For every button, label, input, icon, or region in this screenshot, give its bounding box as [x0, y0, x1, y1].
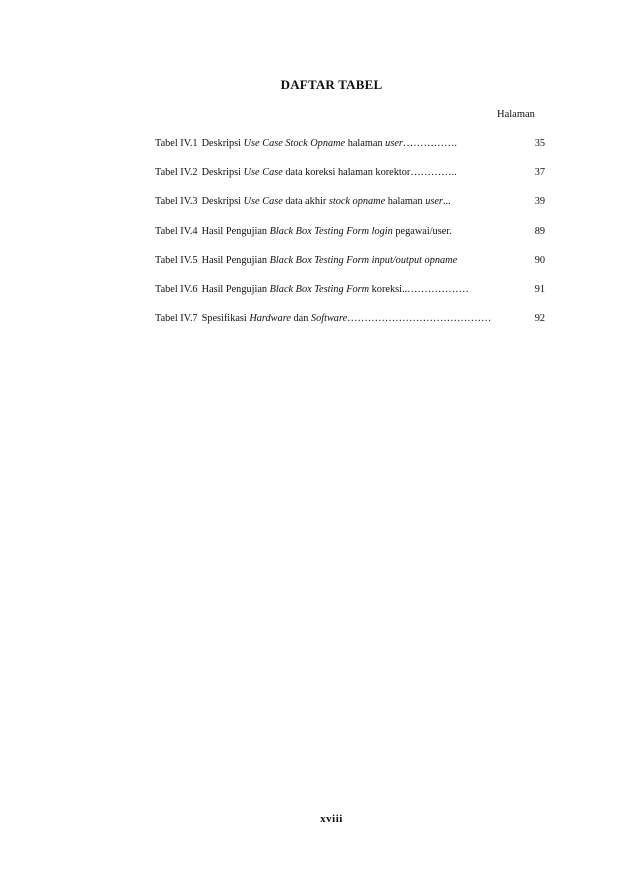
italic-term: user — [385, 138, 403, 149]
entry-text: ... — [442, 196, 451, 208]
entry-text: Hasil Pengujian — [201, 254, 270, 266]
entry-text: koreksi..……………… — [369, 283, 469, 295]
entry-text: …………………………………… — [347, 313, 492, 325]
entry-title — [155, 254, 457, 268]
table-code: Tabel IV.7 — [155, 313, 198, 325]
table-list — [155, 137, 545, 341]
italic-term: stock opname — [328, 196, 386, 208]
italic-term: Hardware — [249, 313, 291, 325]
list-item — [155, 166, 545, 195]
entry-text: pegawai/user. — [392, 225, 452, 237]
entry-page-number: 35 — [534, 138, 545, 149]
entry-text: Hasil Pengujian — [201, 283, 270, 295]
page-number: xviii — [320, 813, 343, 825]
page-column-header: Halaman — [497, 109, 535, 120]
italic-term: Use Case — [243, 196, 283, 208]
entry-page-number: 39 — [534, 196, 545, 208]
entry-title — [155, 312, 491, 326]
italic-term: Use Case Stock Opname — [243, 138, 346, 149]
entry-page-number: 89 — [534, 225, 545, 237]
list-item — [155, 225, 545, 254]
entry-text: Hasil Pengujian — [201, 225, 270, 237]
table-code: Tabel IV.4 — [155, 225, 198, 237]
table-code: Tabel IV.3 — [155, 196, 198, 208]
table-code: Tabel IV.6 — [155, 283, 198, 295]
entry-text: Deskripsi — [201, 167, 244, 179]
entry-text: halaman — [345, 138, 386, 149]
entry-text: Deskripsi — [201, 138, 244, 149]
list-item — [155, 254, 545, 283]
table-code: Tabel IV.1 — [155, 138, 198, 149]
entry-title — [155, 283, 469, 297]
entry-text: data akhir — [282, 196, 329, 208]
italic-term: Black Box Testing Form input/output opname — [269, 254, 458, 266]
page-title: DAFTAR TABEL — [280, 77, 383, 92]
entry-title — [155, 195, 451, 209]
list-item — [155, 283, 545, 312]
table-code: Tabel IV.2 — [155, 167, 198, 179]
list-item — [155, 137, 545, 166]
entry-text: Spesifikasi — [201, 313, 250, 325]
entry-page-number: 91 — [534, 283, 545, 295]
entry-page-number: 90 — [534, 254, 545, 266]
italic-term: Software — [310, 313, 348, 325]
entry-text: dan — [290, 313, 311, 325]
entry-text: data koreksi halaman korektor………….. — [282, 167, 457, 179]
entry-text: ……………. — [402, 138, 457, 149]
italic-term: user — [425, 196, 443, 208]
entry-text: halaman — [385, 196, 426, 208]
italic-term: Use Case — [243, 167, 283, 179]
entry-page-number: 92 — [534, 313, 545, 325]
table-code: Tabel IV.5 — [155, 254, 198, 266]
entry-title — [155, 166, 457, 180]
list-item — [155, 312, 545, 341]
entry-title — [155, 137, 457, 151]
entry-page-number: 37 — [534, 167, 545, 179]
italic-term: Black Box Testing Form login — [269, 225, 393, 237]
italic-term: Black Box Testing Form — [269, 283, 370, 295]
list-item — [155, 195, 545, 224]
entry-title — [155, 225, 452, 239]
entry-text: Deskripsi — [201, 196, 244, 208]
